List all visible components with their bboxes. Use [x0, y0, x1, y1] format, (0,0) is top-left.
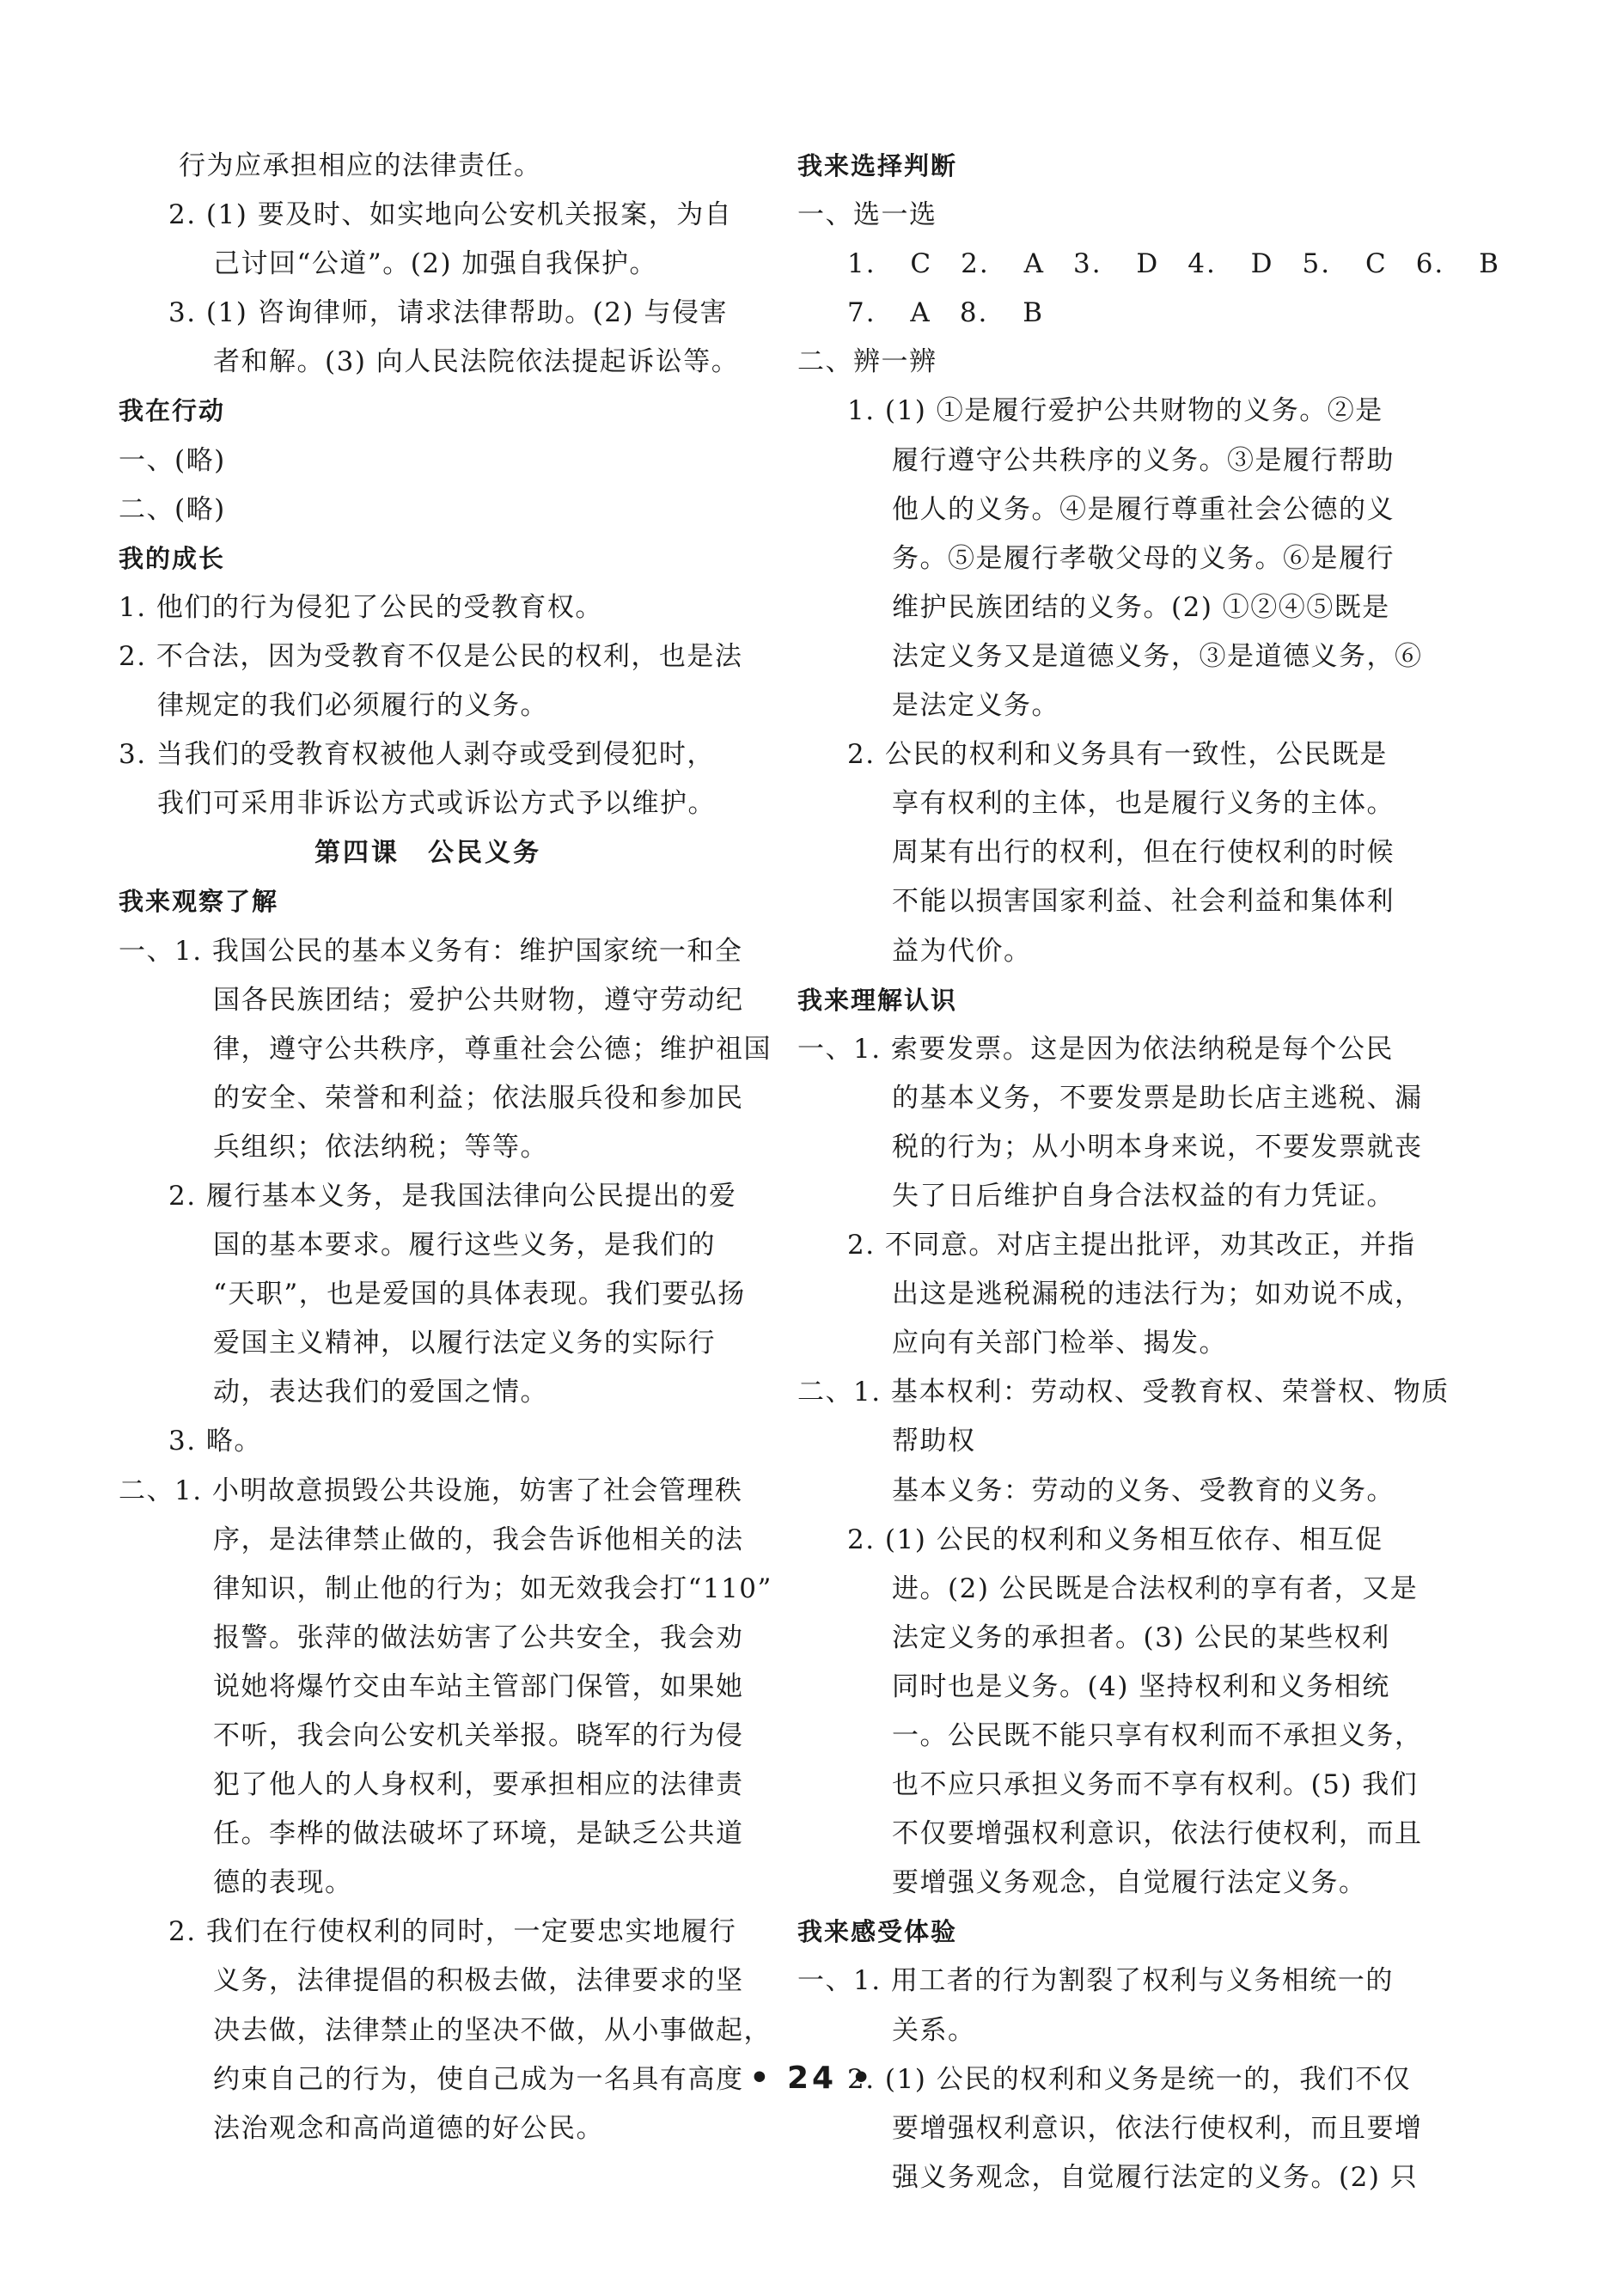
text-line: 失了日后维护自身合法权益的有力凭证。 [892, 1180, 1395, 1212]
text-line: 爱国主义精神，以履行法定义务的实际行 [213, 1328, 716, 1359]
text-line: 3. 当我们的受教育权被他人剥夺或受到侵犯时， [119, 739, 715, 771]
text-line: 义务，法律提倡的积极去做，法律要求的坚 [213, 1965, 744, 1997]
text-line: 律知识，制止他的行为；如无效我会打“110” [213, 1572, 772, 1604]
text-line: 决去做，法律禁止的坚决不做，从小事做起， [213, 2014, 772, 2046]
text-line: 1. C 2. A 3. D 4. D 5. C 6. B [847, 248, 1500, 280]
text-line: “天职”，也是爱国的具体表现。我们要弘扬 [213, 1279, 746, 1310]
text-line: 行为应承担相应的法律责任。 [179, 150, 542, 181]
text-line: 2. (1) 公民的权利和义务相互依存、相互促 [847, 1524, 1383, 1555]
text-line: 国各民族团结；爱护公共财物，遵守劳动纪 [213, 984, 744, 1016]
text-line: 强义务观念，自觉履行法定的义务。(2) 只 [892, 2161, 1419, 2193]
text-line: 二、1. 小明故意损毁公共设施，妨害了社会管理秩 [119, 1475, 743, 1506]
text-line: 税的行为；从小明本身来说，不要发票就丧 [892, 1131, 1423, 1163]
text-line: 履行遵守公共秩序的义务。③是履行帮助 [892, 444, 1395, 476]
text-line: 国的基本要求。履行这些义务，是我们的 [213, 1230, 716, 1261]
text-line: 同时也是义务。(4) 坚持权利和义务相统 [892, 1670, 1390, 1702]
text-line: 要增强义务观念，自觉履行法定义务。 [892, 1867, 1367, 1899]
text-line: 一、(略) [119, 444, 226, 476]
text-line: 维护民族团结的义务。(2) ①②④⑤既是 [892, 591, 1390, 623]
text-line: 序，是法律禁止做的，我会告诉他相关的法 [213, 1524, 744, 1555]
text-line: 2. 履行基本义务，是我国法律向公民提出的爱 [168, 1180, 737, 1212]
text-line: 也不应只承担义务而不享有权利。(5) 我们 [892, 1769, 1419, 1801]
text-line: 一、1. 用工者的行为割裂了权利与义务相统一的 [797, 1965, 1394, 1997]
text-line: 要增强权利意识，依法行使权利，而且要增 [892, 2112, 1423, 2144]
text-line: 2. 公民的权利和义务具有一致性，公民既是 [847, 739, 1388, 771]
text-line: 享有权利的主体，也是履行义务的主体。 [892, 788, 1395, 820]
text-line: 2. 不同意。对店主提出批评，劝其改正，并指 [847, 1230, 1416, 1261]
text-line: 约束自己的行为，使自己成为一名具有高度 [213, 2063, 744, 2095]
text-line: 一、1. 我国公民的基本义务有：维护国家统一和全 [119, 935, 743, 967]
text-line: 律规定的我们必须履行的义务。 [157, 690, 548, 722]
text-line: 益为代价。 [892, 935, 1032, 967]
text-line: 7. A 8. B [847, 297, 1045, 329]
text-line: 二、1. 基本权利：劳动权、受教育权、荣誉权、物质 [797, 1377, 1450, 1408]
text-line: 律，遵守公共秩序，尊重社会公德；维护祖国 [213, 1033, 772, 1065]
text-line: 一、1. 索要发票。这是因为依法纳税是每个公民 [797, 1033, 1394, 1065]
text-line: 基本义务：劳动的义务、受教育的义务。 [892, 1475, 1395, 1506]
section-heading: 我来观察了解 [119, 887, 279, 917]
text-line: 二、(略) [119, 493, 226, 525]
text-line: 2. 不合法，因为受教育不仅是公民的权利，也是法 [119, 640, 743, 672]
section-heading: 我在行动 [119, 396, 226, 426]
text-line: 应向有关部门检举、揭发。 [892, 1328, 1227, 1359]
text-line: 德的表现。 [213, 1867, 353, 1899]
text-line: 进。(2) 公民既是合法权利的享有者，又是 [892, 1572, 1419, 1604]
text-line: 报警。张萍的做法妨害了公共安全，我会劝 [213, 1621, 744, 1653]
text-line: 者和解。(3) 向人民法院依法提起诉讼等。 [213, 346, 740, 378]
text-line: 动，表达我们的爱国之情。 [213, 1377, 548, 1408]
text-line: 犯了他人的人身权利，要承担相应的法律责 [213, 1769, 744, 1801]
section-heading: 我来理解认识 [797, 985, 958, 1015]
text-line: 法定义务又是道德义务，③是道德义务，⑥ [892, 640, 1423, 672]
text-line: 2. 我们在行使权利的同时，一定要忠实地履行 [168, 1916, 737, 1948]
text-line: 1. (1) ①是履行爱护公共财物的义务。②是 [847, 395, 1383, 427]
page-number: • 24 • [749, 2061, 875, 2096]
text-line: 的安全、荣誉和利益；依法服兵役和参加民 [213, 1082, 744, 1114]
text-line: 2. (1) 要及时、如实地向公安机关报案，为自 [168, 199, 733, 231]
text-line: 3. (1) 咨询律师，请求法律帮助。(2) 与侵害 [168, 297, 728, 329]
text-line: 务。⑤是履行孝敬父母的义务。⑥是履行 [892, 542, 1395, 574]
section-heading: 我来感受体验 [797, 1917, 958, 1947]
text-line: 己讨回“公道”。(2) 加强自我保护。 [213, 248, 657, 280]
text-line: 不仅要增强权利意识，依法行使权利，而且 [892, 1818, 1423, 1850]
text-line: 任。李桦的做法破坏了环境，是缺乏公共道 [213, 1818, 744, 1850]
text-line: 出这是逃税漏税的违法行为；如劝说不成， [892, 1279, 1423, 1310]
text-line: 法治观念和高尚道德的好公民。 [213, 2112, 604, 2144]
section-heading: 我的成长 [119, 543, 226, 573]
text-line: 2. (1) 公民的权利和义务是统一的，我们不仅 [847, 2063, 1412, 2095]
text-line: 我们可采用非诉讼方式或诉讼方式予以维护。 [157, 788, 716, 820]
text-line: 法定义务的承担者。(3) 公民的某些权利 [892, 1621, 1390, 1653]
text-line: 的基本义务，不要发票是助长店主逃税、漏 [892, 1082, 1423, 1114]
text-line: 一。公民既不能只享有权利而不承担义务， [892, 1720, 1423, 1751]
left-column [119, 142, 772, 2153]
text-line: 兵组织；依法纳税；等等。 [213, 1131, 548, 1163]
text-line: 不能以损害国家利益、社会利益和集体利 [892, 886, 1395, 918]
text-line: 周某有出行的权利，但在行使权利的时候 [892, 837, 1395, 869]
text-line: 一、选一选 [797, 199, 937, 231]
text-line: 关系。 [892, 2014, 976, 2046]
text-line: 是法定义务。 [892, 690, 1059, 722]
lesson-title: 第四课 公民义务 [314, 838, 541, 869]
right-column [797, 142, 1500, 2202]
text-line: 说她将爆竹交由车站主管部门保管，如果她 [213, 1670, 744, 1702]
text-line: 3. 略。 [168, 1426, 262, 1457]
text-line: 帮助权 [892, 1426, 976, 1457]
text-line: 他人的义务。④是履行尊重社会公德的义 [892, 493, 1395, 525]
text-line: 1. 他们的行为侵犯了公民的受教育权。 [119, 591, 603, 623]
section-heading: 我来选择判断 [797, 151, 958, 180]
text-line: 不听，我会向公安机关举报。晓军的行为侵 [213, 1720, 744, 1751]
text-line: 二、辨一辨 [797, 346, 937, 378]
